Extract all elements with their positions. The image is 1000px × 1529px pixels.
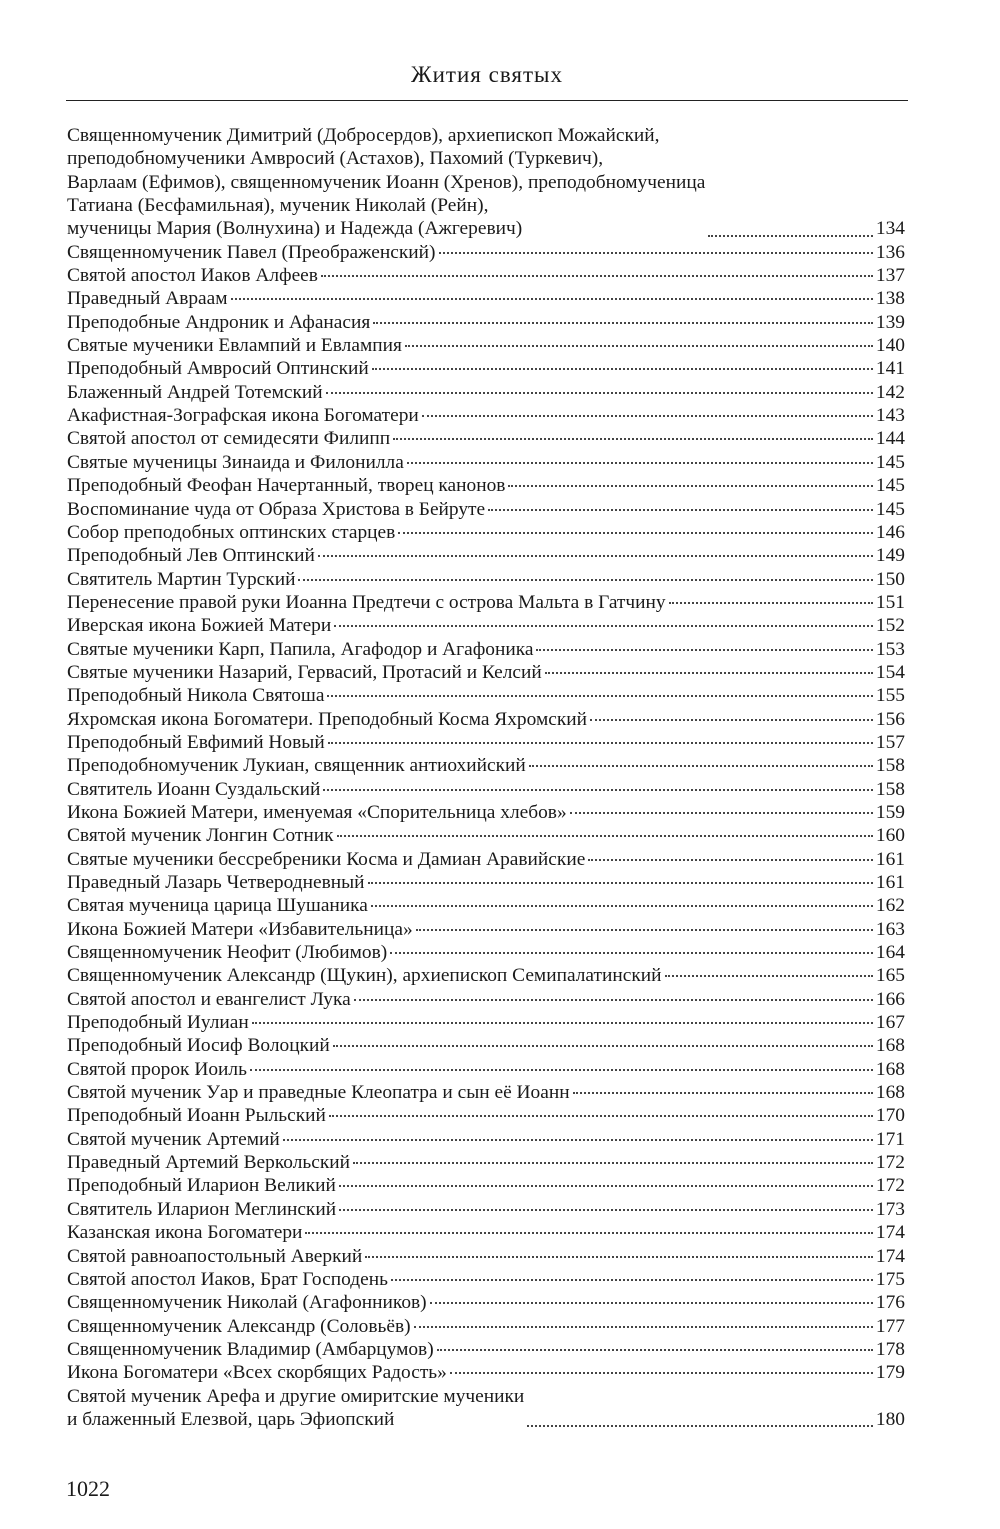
toc-entry-title: Преподобный Феофан Начертанный, творец канонов — [67, 475, 506, 497]
toc-entry-page: 140 — [875, 335, 905, 357]
toc-entry-title: Праведный Авраам — [67, 288, 228, 310]
toc-entry-title: Святой апостол Иаков Алфеев — [67, 265, 318, 287]
dot-leader — [527, 1425, 873, 1427]
dot-leader — [590, 719, 873, 721]
toc-entry — [67, 1315, 905, 1338]
toc-entry-page: 176 — [875, 1292, 905, 1314]
toc-entry-title: Святой апостол и евангелист Лука — [67, 988, 351, 1010]
toc-entry — [67, 1268, 905, 1291]
dot-leader — [305, 1232, 873, 1234]
dot-leader — [508, 485, 872, 487]
dot-leader — [328, 742, 873, 744]
toc-entry-title: Преподобный Никола Святоша — [67, 685, 325, 707]
toc-entry — [67, 451, 905, 474]
toc-entry — [67, 1174, 905, 1197]
toc-entry-page: 164 — [875, 942, 905, 964]
toc-entry-title: Святые мученики Евлампий и Евлампия — [67, 335, 402, 357]
toc-entry-page: 172 — [875, 1152, 905, 1174]
toc-entry-page: 134 — [875, 218, 905, 240]
toc-entry-page: 161 — [875, 872, 905, 893]
dot-leader — [405, 345, 873, 347]
toc-entry — [67, 264, 905, 287]
toc-entry-page: 151 — [875, 591, 905, 613]
toc-entry-title: Блаженный Андрей Тотемский — [67, 381, 323, 403]
toc-entry-title: Священномученик Неофит (Любимов) — [67, 942, 388, 964]
dot-leader — [373, 322, 873, 324]
dot-leader — [334, 625, 873, 627]
toc-entry-title: Воспоминание чуда от Образа Христова в Бейруте — [67, 498, 486, 520]
dot-leader — [545, 672, 873, 674]
toc-entry-page: 158 — [875, 778, 905, 800]
toc-entry — [67, 941, 905, 964]
toc-entry-page: 180 — [875, 1408, 905, 1430]
toc-entry-title: Святитель Иларион Меглинский — [67, 1198, 337, 1220]
toc-entry — [67, 568, 905, 591]
dot-leader — [329, 1115, 873, 1117]
toc-entry-page: 153 — [875, 638, 905, 660]
toc-entry-page: 172 — [875, 1175, 905, 1197]
toc-entry-title: Преподобный Иларион Великий — [67, 1175, 336, 1197]
toc-entry-title: Святой мученик Артемий — [67, 1128, 280, 1150]
dot-leader — [283, 1139, 873, 1141]
toc-entry — [67, 241, 905, 264]
toc-entry-page: 156 — [875, 708, 905, 730]
toc-entry-title: Преподобный Амвросий Оптинский — [67, 358, 369, 380]
dot-leader — [323, 789, 873, 791]
toc-entry-title: Святые мученики бессребреники Косма и Дамиан Аравийские — [67, 848, 586, 870]
toc-entry-page: 145 — [875, 451, 905, 473]
toc-entry — [67, 498, 905, 521]
toc-entry — [67, 591, 905, 614]
toc-entry-title: Акафистная-Зографская икона Богоматери — [67, 405, 419, 427]
toc-entry-title: Иверская икона Божией Матери — [67, 615, 332, 637]
toc-entry-page: 143 — [875, 405, 905, 427]
toc-entry-title: Священномученик Николай (Агафонников) — [67, 1292, 427, 1314]
toc-entry-page: 166 — [875, 988, 905, 1010]
dot-leader — [393, 438, 873, 440]
toc-entry-title: Праведный Артемий Веркольский — [67, 1152, 351, 1174]
dot-leader — [354, 999, 873, 1001]
dot-leader — [414, 1326, 873, 1328]
toc-entry-page: 152 — [875, 615, 905, 637]
toc-entry-page: 160 — [875, 825, 905, 847]
toc-entry — [67, 754, 905, 777]
toc-entry-title: Преподобные Андроник и Афанасия — [67, 311, 371, 333]
dot-leader — [570, 812, 873, 814]
dot-leader — [353, 1162, 873, 1164]
toc-entry — [67, 661, 905, 684]
toc-entry-page: 168 — [875, 1082, 905, 1104]
dot-leader — [573, 1092, 873, 1094]
toc-entry-title: Преподобный Иулиан — [67, 1012, 249, 1034]
toc-entry — [67, 1291, 905, 1314]
toc-entry — [67, 124, 905, 241]
dot-leader — [252, 1022, 873, 1024]
dot-leader — [665, 975, 873, 977]
toc-entry-page: 178 — [875, 1338, 905, 1360]
toc-entry-title — [67, 124, 705, 241]
toc-entry-page: 150 — [875, 568, 905, 590]
toc-entry-title: Святой пророк Иоиль — [67, 1058, 247, 1080]
toc-entry-page: 171 — [875, 1128, 905, 1150]
dot-leader — [318, 555, 873, 557]
toc-entry-page: 144 — [875, 428, 905, 450]
toc-entry-page: 163 — [875, 918, 905, 940]
toc-entry-title: Священномученик Павел (Преображенский) — [67, 241, 436, 263]
toc-entry-title: Преподобный Лев Оптинский — [67, 545, 315, 567]
toc-entry — [67, 988, 905, 1011]
toc-entry-title: Преподобный Иосиф Волоцкий — [67, 1035, 330, 1057]
toc-entry-page: 141 — [875, 358, 905, 380]
toc-entry-title: Святые мученики Назарий, Гервасий, Протасий и Келсий — [67, 661, 542, 683]
toc-entry-title-line: и блаженный Елезвой, царь Эфиопский — [67, 1408, 395, 1430]
toc-entry — [67, 964, 905, 987]
toc-entry-page: 174 — [875, 1245, 905, 1267]
toc-entry-title: Икона Божией Матери «Избавительница» — [67, 918, 413, 940]
dot-leader — [339, 1185, 873, 1187]
toc-entry — [67, 1104, 905, 1127]
toc-entry-page: 168 — [875, 1058, 905, 1080]
toc-entry — [67, 1338, 905, 1361]
toc-entry-page: 137 — [875, 265, 905, 287]
toc-entry — [67, 287, 905, 310]
dot-leader — [488, 509, 873, 511]
toc-entry-title: Святой мученик Уар и праведные Клеопатра и сын её Иоанн — [67, 1082, 570, 1104]
toc-entry-page: 174 — [875, 1222, 905, 1244]
dot-leader — [588, 859, 873, 861]
dot-leader — [536, 649, 872, 651]
toc-entry — [67, 404, 905, 427]
toc-entry-title: Святитель Иоанн Суздальский — [67, 778, 321, 800]
toc-entry — [67, 357, 905, 380]
toc-entry — [67, 334, 905, 357]
dot-leader — [708, 235, 873, 237]
dot-leader — [321, 275, 873, 277]
toc-entry-page: 158 — [875, 755, 905, 777]
toc-entry — [67, 778, 905, 801]
dot-leader — [390, 952, 873, 954]
dot-leader — [372, 368, 873, 370]
toc-entry-title-line: преподобномученики Амвросий (Астахов), Пахомий (Туркевич), — [67, 148, 604, 170]
toc-entry-title-line: мученицы Мария (Волнухина) и Надежда (Ажгеревич) — [67, 218, 523, 240]
toc-entry-title: Святая мученица царица Шушаника — [67, 895, 368, 917]
toc-entry — [67, 427, 905, 450]
toc-entry-title: Святые мученики Карп, Папила, Агафодор и Агафоника — [67, 638, 534, 660]
toc-entry-title: Праведный Лазарь Четверодневный — [67, 872, 365, 893]
toc-entry — [67, 474, 905, 497]
toc-entry-page: 159 — [875, 801, 905, 823]
toc-entry — [67, 1385, 905, 1432]
toc-entry — [67, 1361, 905, 1384]
toc-entry-title: Икона Богоматери «Всех скорбящих Радость» — [67, 1362, 447, 1384]
dot-leader — [250, 1069, 873, 1071]
toc-entry-title: Перенесение правой руки Иоанна Предтечи с острова Мальта в Гатчину — [67, 591, 666, 613]
toc-entry-title — [67, 1385, 524, 1432]
toc-entry-page: 146 — [875, 521, 905, 543]
running-header: Жития святых — [411, 62, 563, 87]
toc-entry-title: Собор преподобных оптинских старцев — [67, 521, 396, 543]
dot-leader — [422, 415, 873, 417]
toc-entry-page: 170 — [875, 1105, 905, 1127]
toc-entry-page: 154 — [875, 661, 905, 683]
toc-entry-title-line: Варлаам (Ефимов), священномученик Иоанн (Хренов), преподобномученица — [67, 171, 706, 193]
toc-entry-page: 177 — [875, 1315, 905, 1337]
toc-entry-page: 175 — [875, 1268, 905, 1290]
toc-entry-page: 139 — [875, 311, 905, 333]
toc-entry-page: 145 — [875, 475, 905, 497]
dot-leader — [398, 532, 873, 534]
toc-entry-title: Яхромская икона Богоматери. Преподобный Косма Яхромский — [67, 708, 588, 730]
toc-entry — [67, 544, 905, 567]
toc-entry — [67, 1198, 905, 1221]
toc-entry-title: Икона Божией Матери, именуемая «Спорительница хлебов» — [67, 801, 567, 823]
toc-entry-title: Священномученик Александр (Соловьёв) — [67, 1315, 411, 1337]
toc-entry — [67, 638, 905, 661]
dot-leader — [669, 602, 873, 604]
toc-entry-page: 173 — [875, 1198, 905, 1220]
dot-leader — [407, 462, 873, 464]
toc-entry-title: Святой апостол от семидесяти Филипп — [67, 428, 391, 450]
toc-entry-title: Святой апостол Иаков, Брат Господень — [67, 1268, 388, 1290]
toc-entry-title-line: Святой мученик Арефа и другие омиритские мученики — [67, 1385, 525, 1407]
toc-entry — [67, 1221, 905, 1244]
toc-entry-title: Казанская икона Богоматери — [67, 1222, 303, 1244]
toc-entry-page: 161 — [875, 848, 905, 870]
toc-entry — [67, 1058, 905, 1081]
dot-leader — [339, 1209, 873, 1211]
dot-leader — [437, 1349, 873, 1351]
toc-entry-title: Священномученик Владимир (Амбарцумов) — [67, 1338, 434, 1360]
toc-entry-title: Преподобный Евфимий Новый — [67, 731, 325, 753]
toc-entry — [67, 1128, 905, 1151]
page-number: 1022 — [66, 1476, 110, 1501]
toc-entry — [67, 1034, 905, 1057]
toc-entry-page: 155 — [875, 685, 905, 707]
dot-leader — [365, 1256, 873, 1258]
dot-leader — [231, 298, 873, 300]
toc-entry-title: Преподобномученик Лукиан, священник антиохийский — [67, 755, 526, 777]
toc-entry-title: Преподобный Иоанн Рыльский — [67, 1105, 326, 1127]
toc-entry — [67, 684, 905, 707]
toc-entry — [67, 1081, 905, 1104]
toc-entry-title: Святой равноапостольный Аверкий — [67, 1245, 363, 1267]
toc-entry-page: 168 — [875, 1035, 905, 1057]
toc-entry — [67, 1011, 905, 1034]
toc-entry-page: 138 — [875, 288, 905, 310]
toc-entry — [67, 824, 905, 847]
dot-leader — [333, 1045, 873, 1047]
toc-entry-title-line: Татиана (Бесфамильная), мученик Николай (Рейн), — [67, 195, 489, 217]
toc-entry-page: 167 — [875, 1012, 905, 1034]
dot-leader — [391, 1279, 873, 1281]
toc-entry-title: Святой мученик Лонгин Сотник — [67, 825, 334, 847]
toc-entry — [67, 894, 905, 917]
toc-entry — [67, 1245, 905, 1268]
toc-entry-page: 157 — [875, 731, 905, 753]
toc-entry-page: 165 — [875, 965, 905, 987]
toc-entry — [67, 801, 905, 824]
dot-leader — [439, 252, 873, 254]
dot-leader — [298, 579, 872, 581]
toc-entry — [67, 521, 905, 544]
toc-entry-page: 149 — [875, 545, 905, 567]
dot-leader — [326, 392, 873, 394]
toc-entry — [67, 918, 905, 941]
toc-entry — [67, 731, 905, 754]
toc-entry — [67, 614, 905, 637]
toc-entry-page: 142 — [875, 381, 905, 403]
toc-entry — [67, 1151, 905, 1174]
table-of-contents — [67, 124, 905, 1431]
dot-leader — [529, 765, 873, 767]
toc-entry-title-line: Священномученик Димитрий (Добросердов), архиепископ Можайский, — [67, 125, 660, 146]
toc-entry — [67, 848, 905, 871]
dot-leader — [416, 929, 873, 931]
toc-entry-page: 179 — [875, 1362, 905, 1384]
toc-entry — [67, 871, 905, 894]
dot-leader — [430, 1302, 873, 1304]
dot-leader — [337, 835, 873, 837]
dot-leader — [450, 1372, 873, 1374]
toc-entry-page: 145 — [875, 498, 905, 520]
header-rule — [66, 100, 908, 101]
toc-entry — [67, 311, 905, 334]
toc-entry — [67, 381, 905, 404]
dot-leader — [327, 695, 872, 697]
dot-leader — [368, 882, 873, 884]
toc-entry — [67, 708, 905, 731]
dot-leader — [371, 905, 873, 907]
toc-entry-page: 162 — [875, 895, 905, 917]
toc-entry-page: 136 — [875, 241, 905, 263]
toc-entry-title: Священномученик Александр (Щукин), архиепископ Семипалатинский — [67, 965, 662, 987]
toc-entry-title: Святитель Мартин Турский — [67, 568, 296, 590]
toc-entry-title: Святые мученицы Зинаида и Филонилла — [67, 451, 404, 473]
